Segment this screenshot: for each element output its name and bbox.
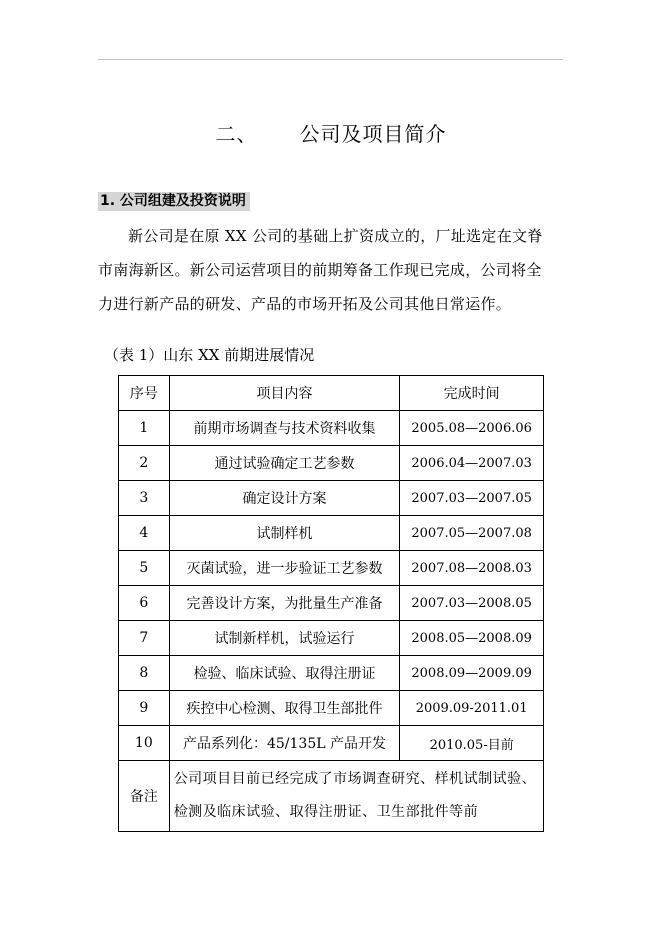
- row-time: 2007.08—2008.03: [400, 551, 544, 586]
- progress-table: [118, 375, 544, 832]
- section-heading: 1. 公司组建及投资说明: [98, 192, 250, 211]
- row-no: 7: [119, 621, 170, 656]
- paragraph-line-3: 力进行新产品的研发、产品的市场开拓及公司其他日常运作。: [98, 295, 512, 313]
- row-time: 2008.05—2008.09: [400, 621, 544, 656]
- row-content: 试制新样机，试验运行: [169, 621, 400, 656]
- table-row: [119, 691, 544, 726]
- table-row: [119, 656, 544, 691]
- row-content: 疾控中心检测、取得卫生部批件: [169, 691, 400, 726]
- row-time: 2005.08—2006.06: [400, 411, 544, 446]
- row-no: 2: [119, 446, 170, 481]
- row-no: 3: [119, 481, 170, 516]
- table-row: [119, 481, 544, 516]
- row-content: 灭菌试验，进一步验证工艺参数: [169, 551, 400, 586]
- row-time: 2007.03—2008.05: [400, 586, 544, 621]
- row-content: 确定设计方案: [169, 481, 400, 516]
- table-row: [119, 411, 544, 446]
- table-row: [119, 726, 544, 761]
- table-remark-row: [119, 761, 544, 832]
- table-row: [119, 586, 544, 621]
- header-no: 序号: [119, 376, 170, 411]
- row-no: 10: [119, 726, 170, 761]
- row-content: 完善设计方案，为批量生产准备: [169, 586, 400, 621]
- paragraph-line-2: 市南海新区。新公司运营项目的前期筹备工作现已完成，公司将全: [98, 261, 542, 279]
- remark-label: 备注: [119, 761, 170, 832]
- header-content: 项目内容: [169, 376, 400, 411]
- row-time: 2009.09-2011.01: [400, 691, 544, 726]
- table-row: [119, 621, 544, 656]
- table-caption: （表 1）山东 XX 前期进展情况: [104, 346, 315, 364]
- table-row: [119, 551, 544, 586]
- table-row: [119, 516, 544, 551]
- row-no: 5: [119, 551, 170, 586]
- row-no: 1: [119, 411, 170, 446]
- row-content: 通过试验确定工艺参数: [169, 446, 400, 481]
- page-title: [0, 118, 662, 147]
- row-time: 2010.05-目前: [400, 726, 544, 761]
- row-no: 9: [119, 691, 170, 726]
- remark-text: 公司项目目前已经完成了市场调查研究、样机试制试验、检测及临床试验、取得注册证、卫生部批件等前: [169, 761, 543, 832]
- row-content: 产品系列化：45/135L 产品开发: [169, 726, 400, 761]
- row-content: 检验、临床试验、取得注册证: [169, 656, 400, 691]
- paragraph-line-1: 新公司是在原 XX 公司的基础上扩资成立的，厂址选定在文脊: [128, 227, 543, 245]
- row-time: 2006.04—2007.03: [400, 446, 544, 481]
- row-no: 4: [119, 516, 170, 551]
- row-time: 2007.05—2007.08: [400, 516, 544, 551]
- table-header-row: [119, 376, 544, 411]
- title-text: 公司及项目简介: [299, 122, 447, 146]
- row-content: 前期市场调查与技术资料收集: [169, 411, 400, 446]
- table-row: [119, 446, 544, 481]
- row-time: 2007.03—2007.05: [400, 481, 544, 516]
- row-no: 8: [119, 656, 170, 691]
- header-time: 完成时间: [400, 376, 544, 411]
- header-rule: [98, 59, 563, 60]
- title-number: 二、: [215, 122, 258, 146]
- row-no: 6: [119, 586, 170, 621]
- row-content: 试制样机: [169, 516, 400, 551]
- row-time: 2008.09—2009.09: [400, 656, 544, 691]
